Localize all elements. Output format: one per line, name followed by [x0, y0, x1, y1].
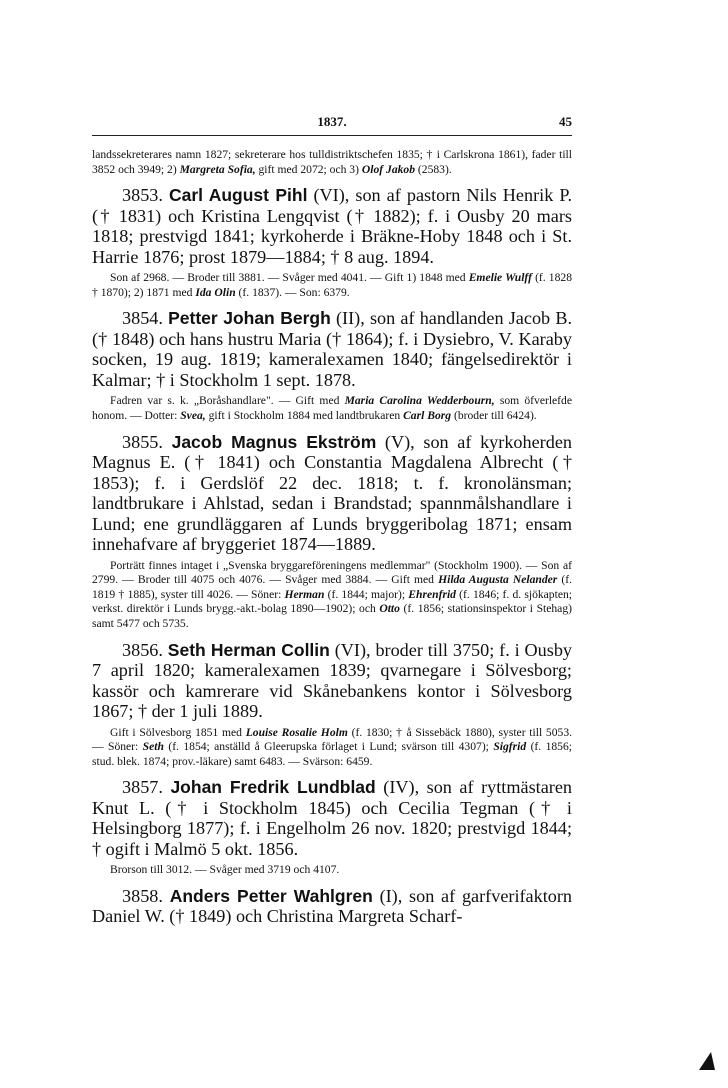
entry-note-3855: Porträtt finnes intaget i „Svenska bryggareföreningens medlemmar" (Stockholm 1900). — Son af 2799. — Broder till 4075 och 4076. — Svåger med 3884. — Gift med Hilda Augusta Nelander (f. 1819 † 1885), syster till 4026. — Söner: Herman (f. 1844; major); Ehrenfrid (f. 1846; f. d. sjökapten; verkst. direktör i Lunds brygg.-akt.-bolag 1890—1902); och Otto (f. 1856; stationsinspektor i Stehag) samt 5477 och 5735. — [92, 558, 572, 630]
entry-number: 3858. — [122, 885, 163, 906]
continued-note: landssekreterares namn 1827; sekreterare hos tulldistriktschefen 1835; † i Carlskrona 1861), fader till 3852 och 3949; 2) Margreta Sofia, gift med 2072; och 3) Olof Jakob (2583). — [92, 148, 572, 176]
entry-note-3853: Son af 2968. — Broder till 3881. — Svåger med 4041. — Gift 1) 1848 med Emelie Wulff (f. 1828 † 1870); 2) 1871 med Ida Olin (f. 1837). — Son: 6379. — [92, 271, 572, 299]
page-header — [92, 114, 572, 134]
entry-3854 — [92, 308, 572, 390]
entry-note-3854: Fadren var s. k. „Boråshandlare". — Gift med Maria Carolina Wedderbourn, som öfverlefde honom. — Dotter: Svea, gift i Stockholm 1884 med landtbrukaren Carl Borg (broder till 6424). — [92, 394, 572, 422]
entry-body: (VI), son af pastorn Nils Henrik P. († 1831) och Kristina Lengqvist († 1882); f. i Ousby 20 mars 1818; prestvigd 1841; kyrkoherde i Bräkne-Hoby 1848 och i St. Harrie 1876; prost 1879—1884; † 8 aug. 1894. — [92, 185, 572, 267]
entry-number: 3853. — [122, 185, 163, 206]
entry-name: Carl August Pihl — [168, 185, 308, 206]
entry-body: (I), son af garfverifaktorn Daniel W. († 1849) och Christina Margreta Scharf- — [92, 885, 573, 927]
entry-body: (II), son af handlanden Jacob B. († 1848) och hans hustru Maria († 1864); f. i Dysiebro, V. Karaby socken, 19 aug. 1819; kameralexamen 1840; fängelsedirektör i Kalmar; † i Stockholm 1 sept. 1878. — [92, 308, 572, 390]
entry-number: 3857. — [122, 777, 163, 798]
entry-name: Jacob Magnus Ekström — [171, 431, 377, 452]
entry-body: (IV), son af ryttmästaren Knut L. († i Stockholm 1845) och Cecilia Tegman († i Helsingborg 1877); f. i Engelholm 26 nov. 1820; prestvigd 1844; † ogift i Malmö 5 okt. 1856. — [92, 777, 572, 859]
header-rule — [92, 135, 572, 136]
entry-3858 — [92, 886, 572, 927]
page-corner-mark — [699, 1052, 715, 1070]
page-number: 45 — [559, 114, 572, 129]
entry-3855 — [92, 432, 572, 555]
entry-note-3857: Brorson till 3012. — Svåger med 3719 och 4107. — [110, 863, 340, 877]
entry-3856 — [92, 640, 572, 722]
entry-number: 3856. — [122, 639, 163, 660]
entry-body: (V), son af kyrkoherden Magnus E. († 1841) och Constantia Magdalena Albrecht († 1853); f. i Gerdslöf 22 dec. 1818; t. f. kronolänsman; landtbrukare i Ahlstad, sedan i Brandstad; spannmålshandlare i Lund; ene grundläggaren af Lunds bryggeribolag 1871; ensam innehafvare af bryggeriet 1874—1889. — [92, 431, 573, 555]
entry-body: (VI), broder till 3750; f. i Ousby 7 april 1820; kameralexamen 1839; qvarnegare i Sölvesborg; kassör och kamrerare vid Skånebankens kontor i Sölvesborg 1867; † der 1 juli 1889. — [92, 639, 573, 722]
entry-3857 — [92, 777, 572, 859]
entry-name: Petter Johan Bergh — [168, 308, 331, 329]
entry-name: Anders Petter Wahlgren — [169, 885, 373, 906]
entry-3853 — [92, 185, 572, 267]
entry-number: 3854. — [122, 308, 163, 329]
page-content — [92, 148, 572, 927]
entry-name: Johan Fredrik Lundblad — [170, 777, 376, 798]
entry-number: 3855. — [122, 431, 163, 452]
page-year: 1837. — [317, 114, 347, 129]
entry-name: Seth Herman Collin — [167, 639, 330, 660]
entry-note-3856: Gift i Sölvesborg 1851 med Louise Rosalie Holm (f. 1830; † å Sissebäck 1880), syster till 5053. — Söner: Seth (f. 1854; anställd å Gleerupska förlaget i Lund; svärson till 4307); Sigfrid (f. 1856; stud. blek. 1874; prov.-läkare) samt 6483. — Svärson: 6459. — [92, 725, 573, 768]
